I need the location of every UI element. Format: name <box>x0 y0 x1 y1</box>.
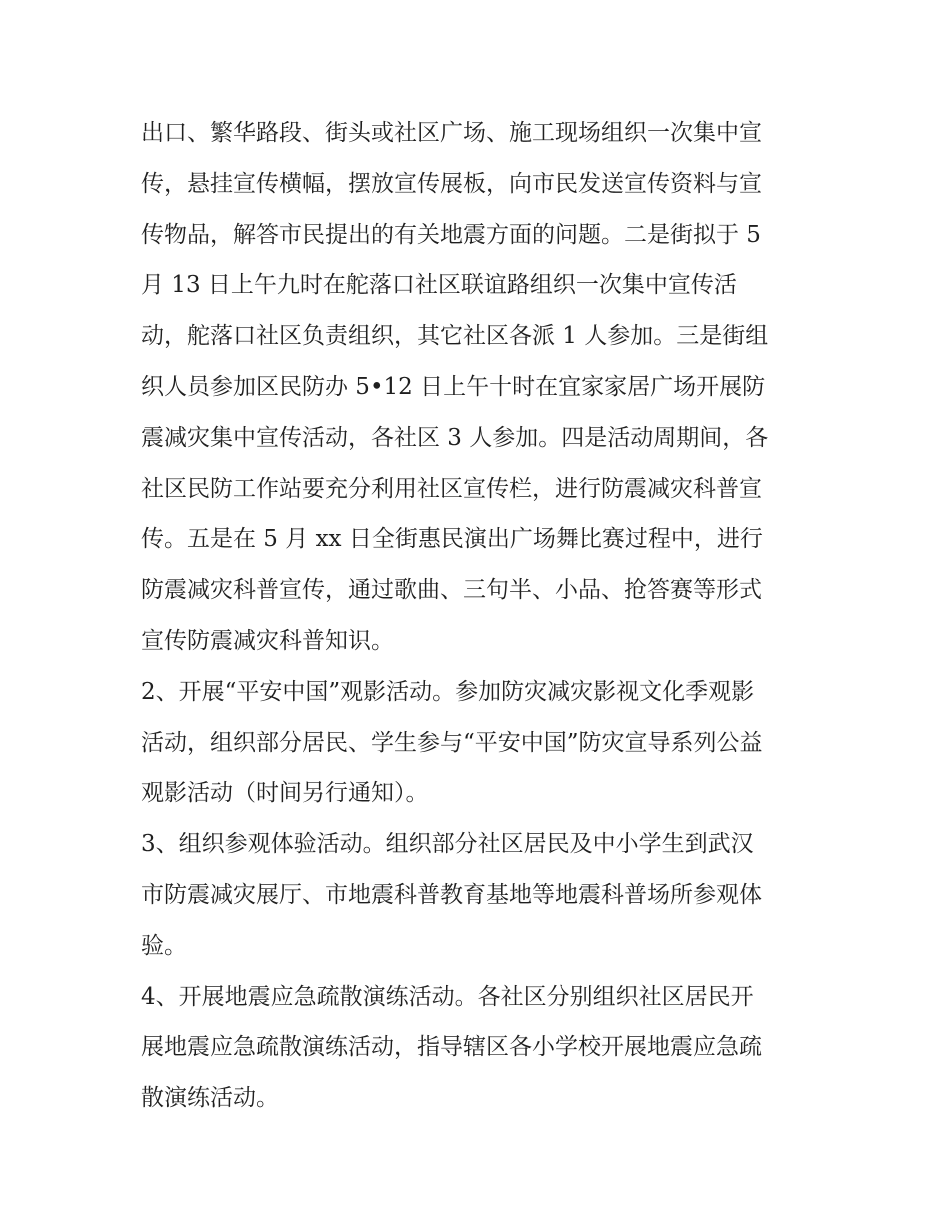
text-line: 织人员参加区民防办 5•12 日上午十时在宜家家居广场开展防 <box>141 373 766 400</box>
document-body <box>141 108 813 1124</box>
text-line: 震减灾集中宣传活动，各社区 3 人参加。四是活动周期间，各 <box>141 424 769 451</box>
text-line: 月 13 日上午九时在舵落口社区联谊路组织一次集中宣传活 <box>141 272 737 299</box>
text-line: 2、开展“平安中国”观影活动。参加防灾减灾影视文化季观影 <box>141 678 755 705</box>
text-line: 活动，组织部分居民、学生参与“平安中国”防灾宣导系列公益 <box>141 729 763 756</box>
text-line: 传物品，解答市民提出的有关地震方面的问题。二是街拟于 5 <box>141 221 761 248</box>
text-line: 宣传防震减灾科普知识。 <box>141 627 394 654</box>
text-line: 出口、繁华路段、街头或社区广场、施工现场组织一次集中宣 <box>141 120 762 146</box>
text-line: 市防震减灾展厅、市地震科普教育基地等地震科普场所参观体 <box>141 881 762 908</box>
text-line: 4、开展地震应急疏散演练活动。各社区分别组织社区居民开 <box>141 983 754 1010</box>
text-line: 3、组织参观体验活动。组织部分社区居民及中小学生到武汉 <box>141 831 754 858</box>
text-line: 社区民防工作站要充分利用社区宣传栏，进行防震减灾科普宣 <box>141 475 762 502</box>
text-line: 防震减灾科普宣传，通过歌曲、三句半、小品、抢答赛等形式 <box>141 577 762 604</box>
text-line: 观影活动（时间另行通知）。 <box>141 780 429 807</box>
text-line: 散演练活动。 <box>141 1085 279 1112</box>
text-line: 传，悬挂宣传横幅，摆放宣传展板，向市民发送宣传资料与宣 <box>141 170 762 197</box>
text-line: 传。五是在 5 月 xx 日全街惠民演出广场舞比赛过程中，进行 <box>141 526 763 553</box>
text-line: 展地震应急疏散演练活动，指导辖区各小学校开展地震应急疏 <box>141 1034 762 1061</box>
text-line: 动，舵落口社区负责组织，其它社区各派 1 人参加。三是街组 <box>141 323 769 350</box>
text-line: 验。 <box>141 932 187 959</box>
